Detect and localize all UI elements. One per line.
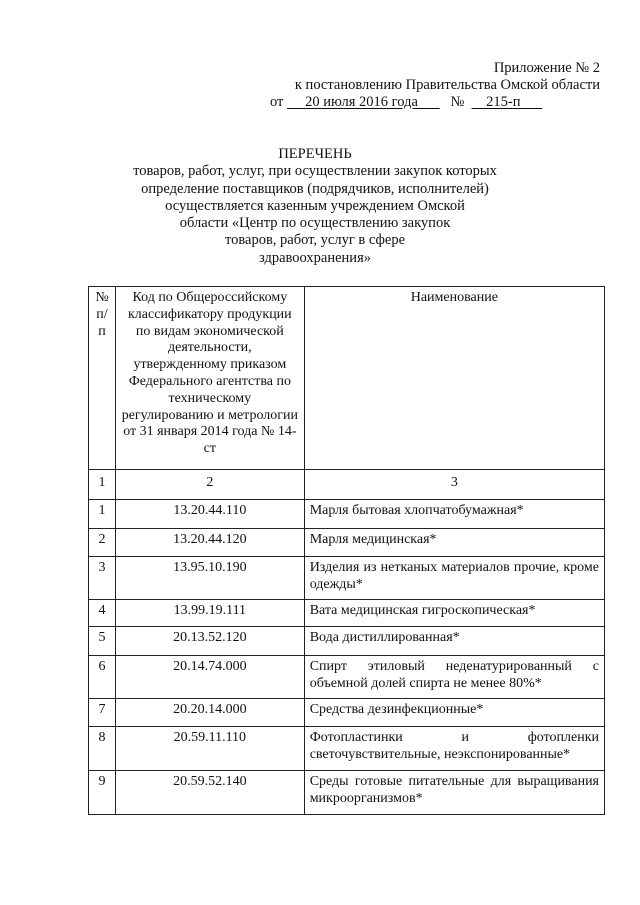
- decree-date-line: [270, 94, 600, 111]
- row-num: 6: [89, 656, 116, 699]
- row-name: Фотопластинки и фотопленки светочувствительные, неэкспонированные*: [304, 727, 604, 771]
- appendix-label: Приложение № 2: [493, 60, 600, 76]
- table-row: [89, 771, 605, 815]
- table-row: [89, 500, 605, 529]
- title-line: области «Центр по осуществлению закупок: [179, 215, 451, 232]
- date-prefix: от: [270, 94, 284, 110]
- row-num: 8: [89, 727, 116, 771]
- title-line: определение поставщиков (подрядчиков, исполнителей): [141, 180, 489, 197]
- row-code: 20.13.52.120: [115, 627, 304, 656]
- decree-reference: к постановлению Правительства Омской области: [294, 77, 600, 93]
- number-sign: №: [450, 94, 465, 110]
- table-row: [89, 656, 605, 699]
- row-num: 2: [89, 529, 116, 557]
- row-code: 20.20.14.000: [115, 699, 304, 727]
- table-row: [89, 600, 605, 627]
- row-code: 20.14.74.000: [115, 656, 304, 699]
- row-name: Среды готовые питательные для выращивания микроорганизмов*: [304, 771, 604, 815]
- row-name: Изделия из нетканых материалов прочие, кроме одежды*: [304, 557, 604, 600]
- row-code: 13.99.19.111: [115, 600, 304, 627]
- title-line: товаров, работ, услуг, при осуществлении закупок которых: [133, 163, 497, 180]
- row-num: 5: [89, 627, 116, 656]
- title-main: ПЕРЕЧЕНЬ: [278, 146, 352, 162]
- index-cell: 1: [89, 470, 116, 500]
- table-row: [89, 627, 605, 656]
- row-name: Марля медицинская*: [304, 529, 604, 557]
- row-num: 3: [89, 557, 116, 600]
- row-name: Вода дистиллированная*: [304, 627, 604, 656]
- row-num: 7: [89, 699, 116, 727]
- table-row: [89, 557, 605, 600]
- header-num: № п/п: [89, 287, 116, 470]
- title-line: осуществляется казенным учреждением Омской: [165, 197, 465, 214]
- row-code: 20.59.52.140: [115, 771, 304, 815]
- row-num: 4: [89, 600, 116, 627]
- title-line: товаров, работ, услуг в сфере: [224, 232, 406, 249]
- decree-number: 215-п: [486, 94, 521, 110]
- row-name: Вата медицинская гигроскопическая*: [304, 600, 604, 627]
- index-cell: 3: [304, 470, 604, 500]
- goods-table: [88, 286, 605, 815]
- row-code: 20.59.11.110: [115, 727, 304, 771]
- table-row: [89, 699, 605, 727]
- row-code: 13.95.10.190: [115, 557, 304, 600]
- index-cell: 2: [115, 470, 304, 500]
- header-code: Код по Общероссийскому классификатору продукции по видам экономической деятельности, утвержденному приказом Федерального агентства по техническому регулированию и метрологии от 31 января 2014 года № 14-ст: [115, 287, 304, 470]
- row-num: 1: [89, 500, 116, 529]
- table-row: [89, 727, 605, 771]
- row-name: Марля бытовая хлопчатобумажная*: [304, 500, 604, 529]
- row-name: Средства дезинфекционные*: [304, 699, 604, 727]
- header-name: Наименование: [304, 287, 604, 470]
- row-code: 13.20.44.110: [115, 500, 304, 529]
- table-row: [89, 529, 605, 557]
- title-line: здравоохранения»: [259, 249, 371, 266]
- row-num: 9: [89, 771, 116, 815]
- row-name: Спирт этиловый неденатурированный с объемной долей спирта не менее 80%*: [304, 656, 604, 699]
- table-header-row: [89, 287, 605, 470]
- row-code: 13.20.44.120: [115, 529, 304, 557]
- document-title: [100, 146, 530, 267]
- decree-date: 20 июля 2016 года: [305, 94, 418, 110]
- appendix-header: [270, 60, 600, 111]
- column-index-row: [89, 470, 605, 500]
